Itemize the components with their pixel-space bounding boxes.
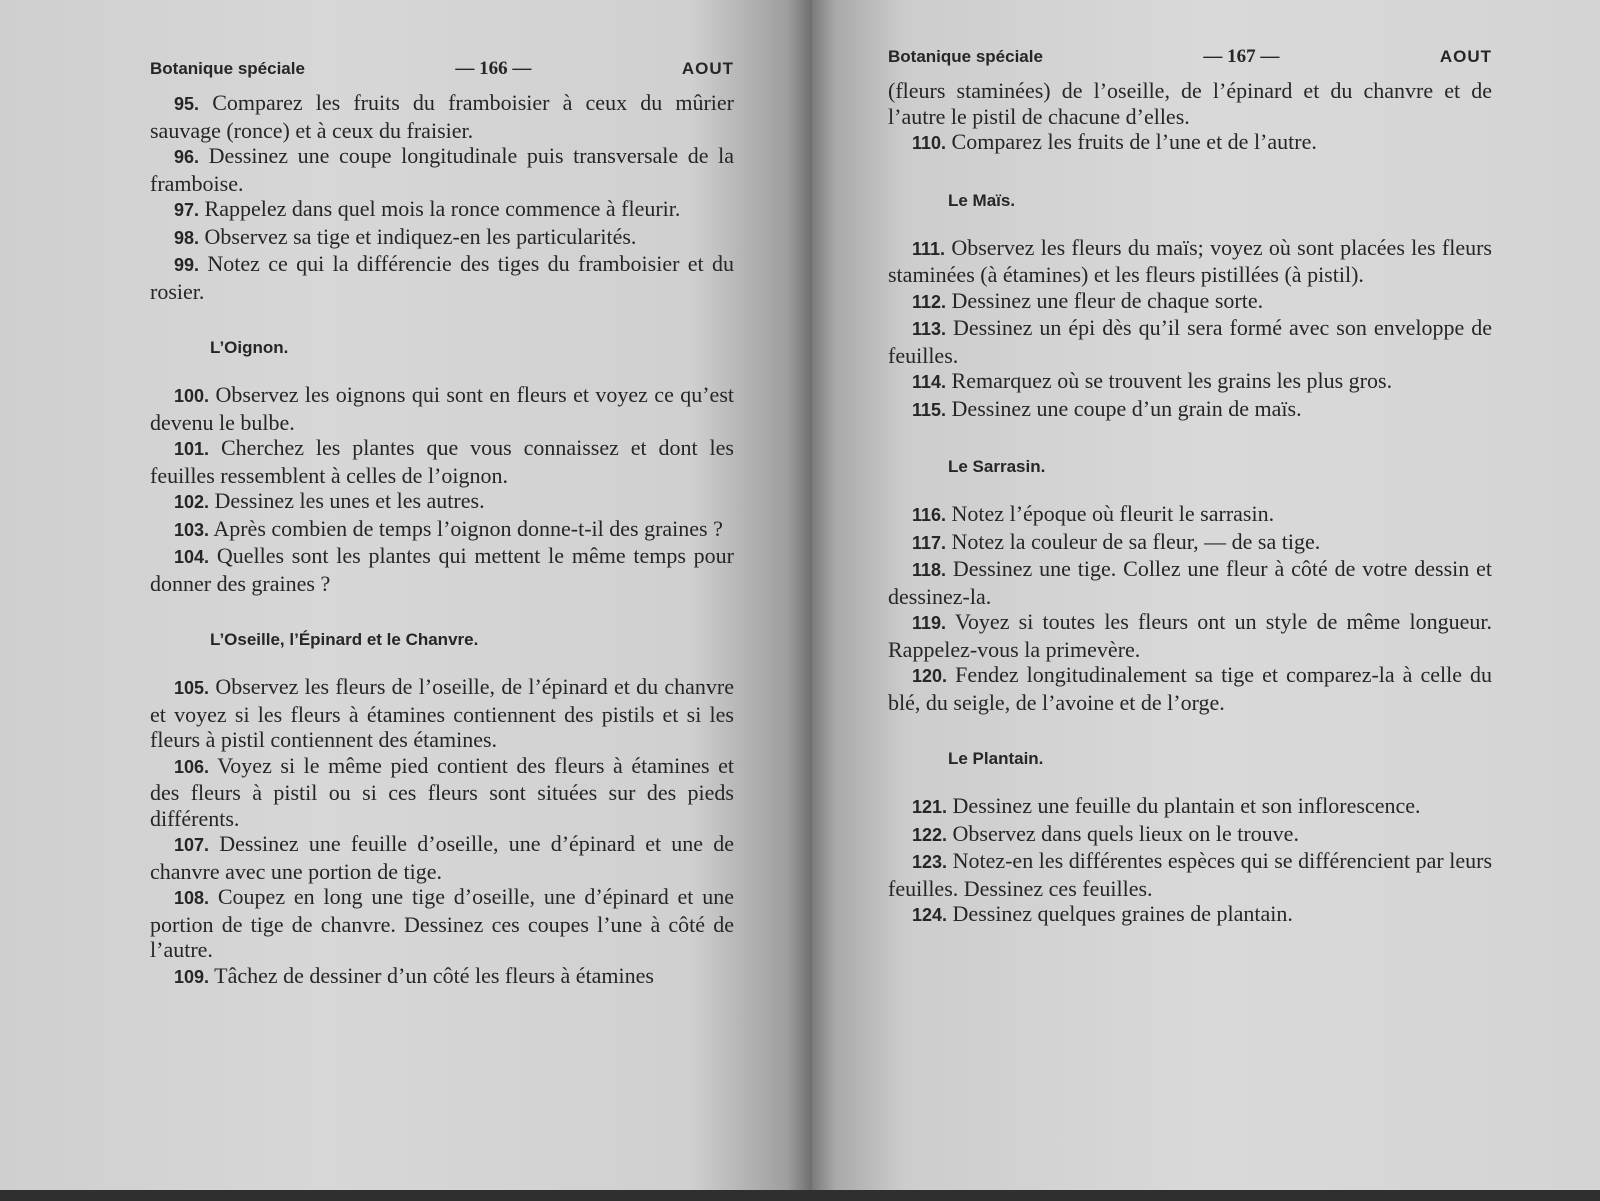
item-number: 105. — [174, 678, 210, 698]
item-text: Observez dans quels lieux on le trouve. — [952, 820, 1299, 846]
item-text: (fleurs staminées) de l’oseille, de l’épinard et du chanvre et de l’autre le pistil de chacune d’elles. — [888, 78, 1492, 129]
numbered-item — [888, 368, 1492, 396]
numbered-item — [150, 674, 734, 753]
item-text: Fendez longitudinalement sa tige et comparez-la à celle du blé, du seigle, de l’avoine et de l’orge. — [888, 662, 1493, 715]
numbered-item — [888, 662, 1492, 715]
section-heading: L’Oignon. — [210, 338, 289, 357]
numbered-item — [150, 753, 734, 832]
item-text: Observez les fleurs de l’oseille, de l’épinard et du chanvre et voyez si les fleurs à étamines contiennent des pistils et si les fleurs à pistil contiennent des étamines. — [150, 674, 735, 752]
numbered-item — [150, 516, 734, 544]
item-number: 120. — [912, 666, 948, 686]
numbered-item — [150, 963, 734, 991]
item-text: Remarquez où se trouvent les grains les plus gros. — [951, 368, 1393, 393]
item-number: 114. — [912, 372, 947, 392]
numbered-item — [888, 529, 1492, 557]
table-edge — [0, 1190, 1600, 1201]
page-body — [888, 78, 1492, 929]
numbered-item — [888, 609, 1492, 662]
item-number: 121. — [912, 797, 948, 817]
section-heading: Le Sarrasin. — [948, 457, 1046, 476]
numbered-item — [150, 435, 734, 488]
item-number: 102. — [174, 492, 210, 512]
item-text: Dessinez un épi dès qu’il sera formé avec son enveloppe de feuilles. — [888, 315, 1492, 368]
numbered-item — [888, 129, 1492, 157]
item-text: Comparez les fruits de l’une et de l’autre. — [951, 129, 1317, 154]
right-page — [812, 0, 1600, 1190]
numbered-item — [888, 288, 1492, 316]
item-number: 97. — [174, 200, 200, 220]
section-heading: Le Plantain. — [948, 749, 1044, 768]
item-number: 104. — [174, 547, 210, 567]
section-heading: L’Oseille, l’Épinard et le Chanvre. — [210, 630, 479, 649]
page-number: — 166 — — [455, 58, 532, 79]
numbered-item — [888, 901, 1492, 929]
section-heading: Le Maïs. — [948, 190, 1016, 210]
item-number: 113. — [912, 319, 947, 339]
numbered-item — [150, 251, 734, 304]
numbered-item — [888, 793, 1492, 821]
numbered-item — [150, 488, 734, 516]
item-text: Après combien de temps l’oignon donne-t-il des graines ? — [213, 515, 723, 541]
item-number: 100. — [174, 386, 210, 406]
numbered-item — [150, 382, 734, 435]
running-head-month: AOUT — [1439, 47, 1492, 66]
item-number: 118. — [912, 560, 947, 580]
item-text: Coupez en long une tige d’oseille, une d’épinard et une portion de tige de chanvre. Dessinez ces coupes l’une à côté de l’autre. — [150, 884, 735, 962]
numbered-item — [888, 556, 1492, 609]
numbered-item — [150, 196, 734, 224]
item-number: 107. — [174, 835, 210, 855]
running-head — [150, 58, 734, 80]
numbered-item — [888, 235, 1492, 288]
item-number: 106. — [174, 756, 210, 777]
item-text: Observez les oignons qui sont en fleurs et voyez ce qu’est devenu le bulbe. — [150, 382, 734, 435]
item-text: Dessinez une coupe d’un grain de maïs. — [951, 395, 1302, 421]
numbered-item — [150, 224, 734, 252]
item-number: 119. — [912, 613, 947, 633]
item-number: 98. — [174, 227, 200, 248]
item-text: Dessinez une feuille du plantain et son inflorescence. — [952, 793, 1421, 818]
item-text: Dessinez une fleur de chaque sorte. — [951, 287, 1264, 313]
item-continuation — [888, 78, 1492, 129]
item-text: Notez ce qui la différencie des tiges du framboisier et du rosier. — [150, 251, 734, 304]
item-number: 96. — [174, 147, 200, 167]
item-text: Dessinez quelques graines de plantain. — [952, 901, 1293, 926]
item-text: Dessinez une coupe longitudinale puis transversale de la framboise. — [150, 143, 734, 196]
numbered-item — [150, 884, 734, 963]
item-number: 99. — [174, 255, 200, 275]
item-text: Notez-en les différentes espèces qui se différencient par leurs feuilles. Dessinez ces feuilles. — [888, 848, 1492, 901]
item-text: Rappelez dans quel mois la ronce commence à fleurir. — [204, 196, 681, 221]
item-text: Notez la couleur de sa fleur, — de sa tige. — [951, 528, 1321, 554]
item-text: Comparez les fruits du framboisier à ceux du mûrier sauvage (ronce) et à ceux du fraisier. — [150, 90, 735, 143]
numbered-item — [150, 831, 734, 884]
numbered-item — [150, 543, 734, 596]
item-text: Observez les fleurs du maïs; voyez où sont placées les fleurs staminées (à étamines) et les fleurs pistillées (à pistil). — [888, 234, 1492, 287]
numbered-item — [888, 396, 1492, 424]
item-number: 117. — [912, 532, 947, 553]
page-number: — 167 — — [1203, 46, 1280, 67]
item-text: Dessinez les unes et les autres. — [214, 488, 485, 513]
item-number: 111. — [912, 238, 946, 259]
item-number: 116. — [912, 505, 947, 525]
item-text: Observez sa tige et indiquez-en les particularités. — [204, 223, 637, 249]
running-head-title: Botanique spéciale — [888, 47, 1043, 66]
item-text: Dessinez une tige. Collez une fleur à côté de votre dessin et dessinez-la. — [888, 556, 1492, 609]
running-head — [888, 46, 1492, 68]
running-head-month: AOUT — [681, 59, 734, 78]
item-number: 109. — [174, 966, 210, 987]
numbered-item — [150, 90, 734, 143]
item-number: 108. — [174, 888, 210, 908]
item-number: 112. — [912, 291, 947, 312]
item-number: 103. — [174, 519, 210, 540]
item-text: Quelles sont les plantes qui mettent le même temps pour donner des graines ? — [150, 543, 735, 596]
running-head-title: Botanique spéciale — [150, 59, 305, 78]
item-number: 122. — [912, 824, 948, 845]
item-number: 115. — [912, 399, 947, 420]
page-body — [150, 90, 734, 990]
item-text: Voyez si toutes les fleurs ont un style de même longueur. Rappelez-vous la primevère. — [888, 609, 1492, 662]
item-number: 95. — [174, 94, 200, 114]
item-number: 110. — [912, 133, 947, 153]
numbered-item — [150, 143, 734, 196]
item-number: 124. — [912, 905, 948, 925]
item-text: Voyez si le même pied contient des fleurs à étamines et des fleurs à pistil ou si ces fleurs sont situées sur des pieds différents. — [150, 752, 734, 831]
numbered-item — [888, 501, 1492, 529]
item-text: Cherchez les plantes que vous connaissez et dont les feuilles ressemblent à celles de l’oignon. — [150, 435, 734, 488]
numbered-item — [888, 315, 1492, 368]
item-text: Dessinez une feuille d’oseille, une d’épinard et une de chanvre avec une portion de tige. — [150, 831, 735, 884]
item-number: 101. — [174, 439, 210, 459]
numbered-item — [888, 848, 1492, 901]
item-text: Tâchez de dessiner d’un côté les fleurs à étamines — [214, 962, 654, 988]
item-number: 123. — [912, 852, 948, 872]
item-text: Notez l’époque où fleurit le sarrasin. — [951, 501, 1275, 526]
numbered-item — [888, 821, 1492, 849]
